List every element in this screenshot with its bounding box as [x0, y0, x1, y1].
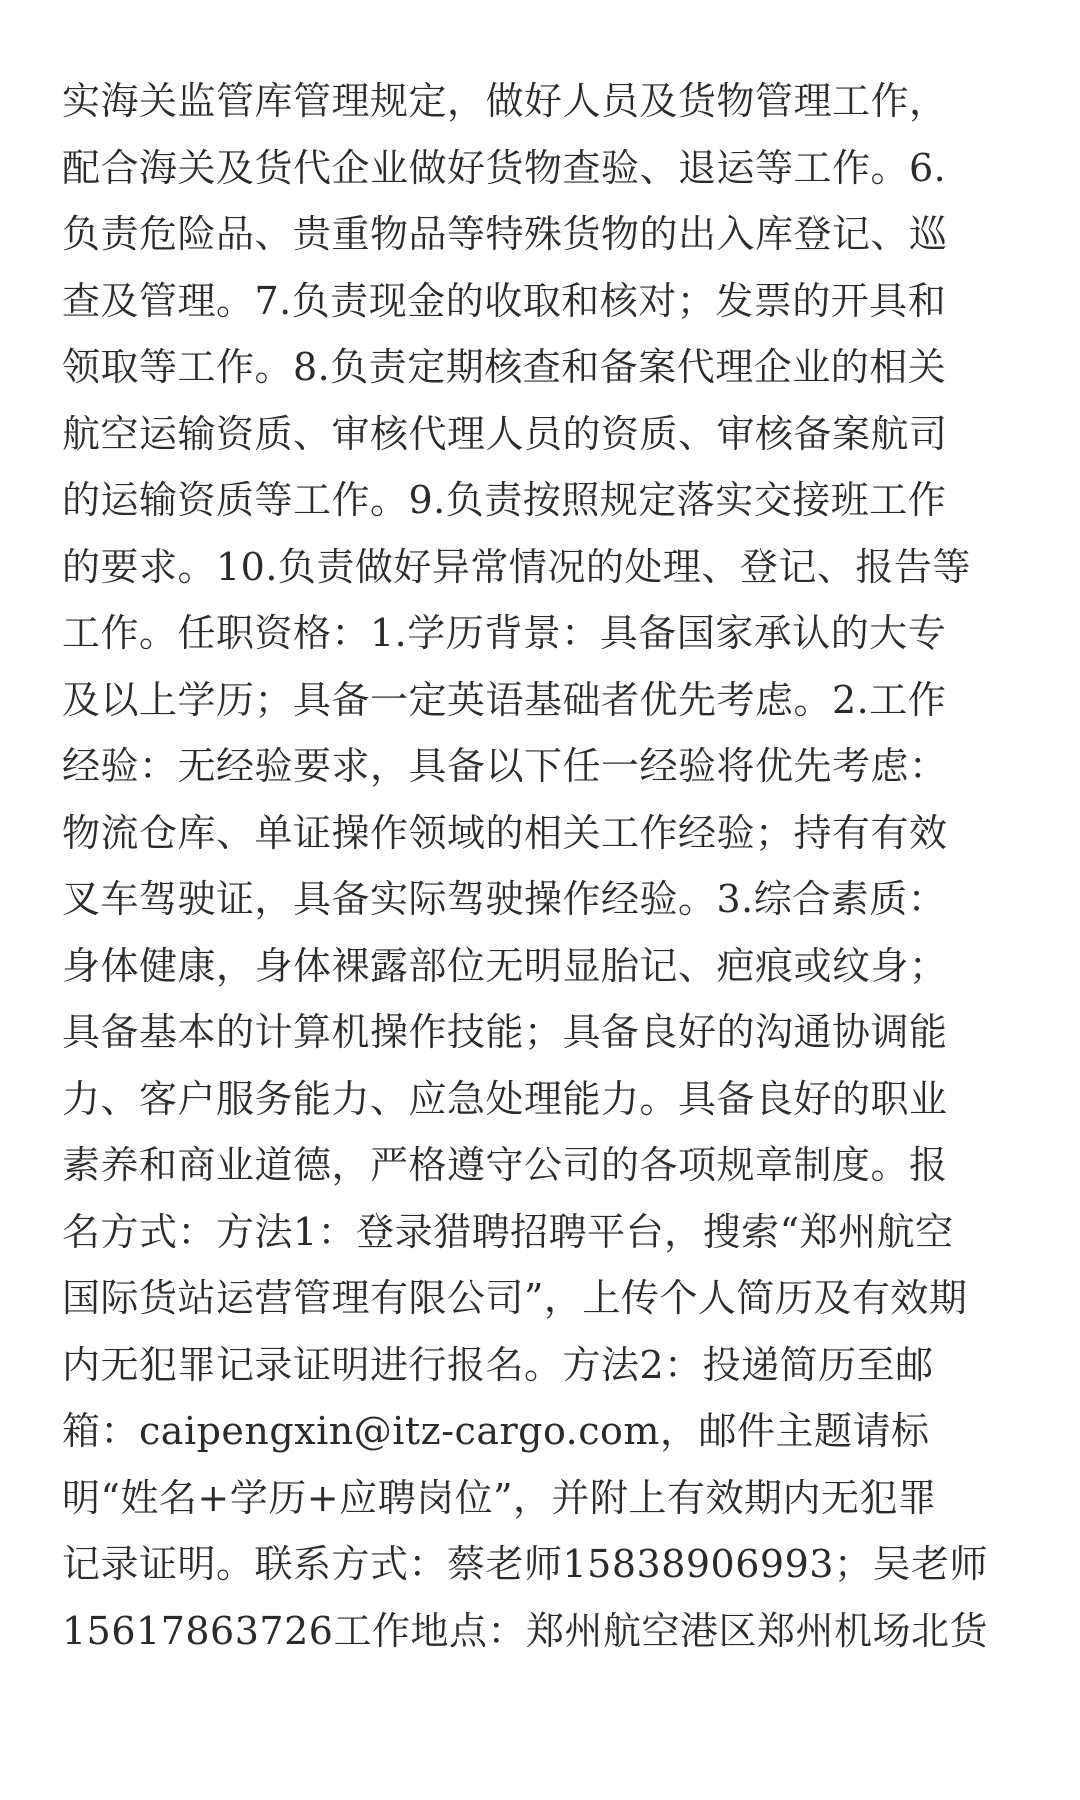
text-line: 实海关监管库管理规定，做好人员及货物管理工作， [62, 79, 948, 123]
text-line: 的要求。10.负责做好异常情况的处理、登记、报告等 [62, 544, 971, 589]
text-line: 查及管理。7.负责现金的收取和核对；发票的开具和 [62, 278, 947, 323]
text-line: 内无犯罪记录证明进行报名。方法2：投递简历至邮 [62, 1342, 934, 1387]
text-line: 明“姓名+学历+应聘岗位”，并附上有效期内无犯罪 [62, 1475, 937, 1520]
text-line: 身体健康，身体裸露部位无明显胎记、疤痕或纹身； [62, 943, 948, 988]
text-line: 的运输资质等工作。9.负责按照规定落实交接班工作 [62, 478, 947, 522]
text-line: 配合海关及货代企业做好货物查验、退运等工作。6. [62, 145, 947, 190]
text-line: 负责危险品、贵重物品等特殊货物的出入库登记、巡 [62, 212, 948, 256]
text-line: 国际货站运营管理有限公司”，上传个人简历及有效期 [62, 1276, 968, 1320]
text-line: 及以上学历；具备一定英语基础者优先考虑。2.工作 [62, 677, 947, 722]
text-line-contact: 记录证明。联系方式：蔡老师15838906993；吴老师 [62, 1542, 988, 1586]
text-line: 名方式：方法1：登录猎聘招聘平台，搜索“郑州航空 [62, 1209, 954, 1254]
text-line: 素养和商业道德，严格遵守公司的各项规章制度。报 [62, 1143, 948, 1187]
text-line: 物流仓库、单证操作领域的相关工作经验；持有有效 [62, 810, 948, 855]
text-line: 叉车驾驶证，具备实际驾驶操作经验。3.综合素质： [62, 877, 947, 921]
text-line-location: 15617863726工作地点：郑州航空港区郑州机场北货 [62, 1608, 988, 1653]
text-line-email: 箱：caipengxin@itz-cargo.com，邮件主题请标 [62, 1409, 930, 1453]
text-line: 工作。任职资格：1.学历背景：具备国家承认的大专 [62, 611, 947, 655]
text-line: 具备基本的计算机操作技能；具备良好的沟通协调能 [62, 1010, 948, 1054]
text-line: 经验：无经验要求，具备以下任一经验将优先考虑： [62, 744, 948, 788]
text-line: 力、客户服务能力、应急处理能力。具备良好的职业 [62, 1076, 948, 1121]
job-posting-text [62, 68, 1032, 1664]
text-line: 领取等工作。8.负责定期核查和备案代理企业的相关 [62, 345, 947, 389]
text-line: 航空运输资质、审核代理人员的资质、审核备案航司 [62, 411, 948, 456]
